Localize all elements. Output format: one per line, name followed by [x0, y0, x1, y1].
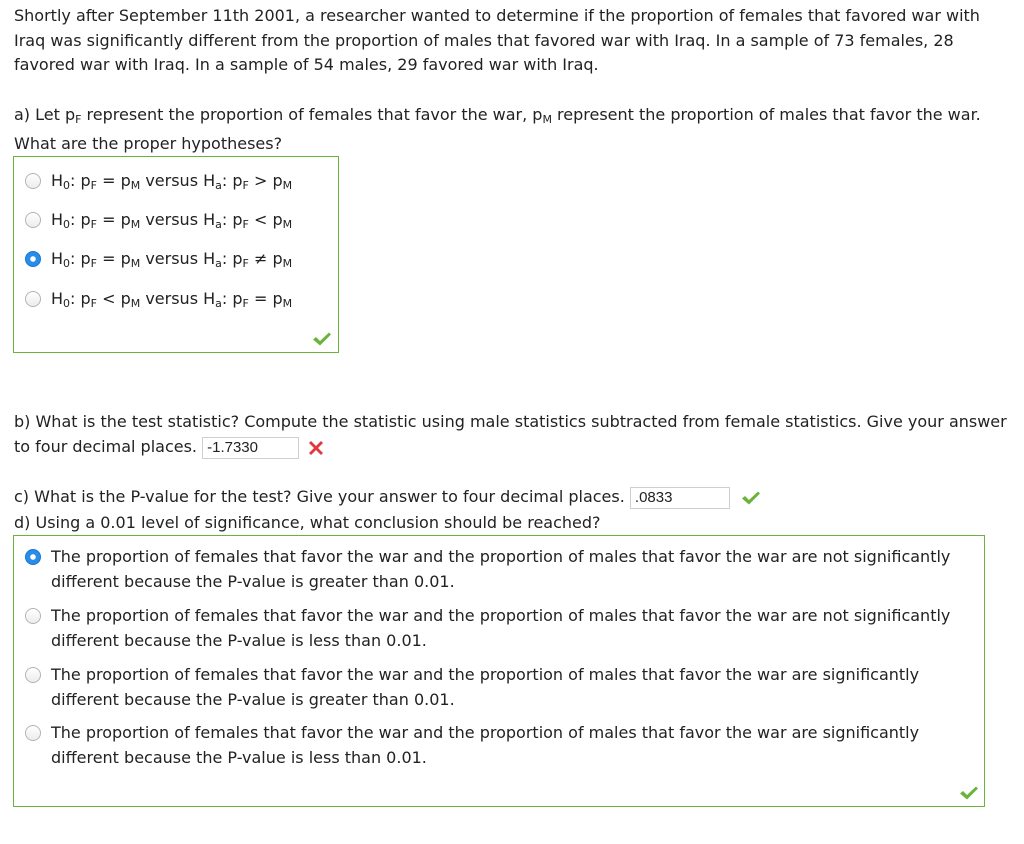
- part-d-option-1[interactable]: [25, 545, 950, 594]
- part-a-option-2[interactable]: [25, 208, 292, 233]
- part-a-option-4[interactable]: [25, 287, 292, 312]
- test-statistic-input[interactable]: -1.7330: [202, 437, 299, 459]
- check-icon: [312, 331, 332, 347]
- radio-button-selected[interactable]: [25, 251, 41, 267]
- option-label: The proportion of females that favor the war and the proportion of males that favor the war are significantly different because the P-value is less than 0.01.: [51, 723, 920, 767]
- radio-button[interactable]: [25, 667, 41, 683]
- option-label: $H_0$: $p_F = p_M$ versus $H_a$: $p_F > p_M$: [51, 171, 293, 192]
- part-d-question: d) Using a 0.01 level of significance, what conclusion should be reached?: [14, 513, 601, 532]
- radio-button[interactable]: [25, 608, 41, 624]
- check-icon: [959, 785, 979, 801]
- part-d-answer-box: [13, 535, 985, 807]
- option-label: $H_0$: $p_F = p_M$ versus $H_a$: $p_F < p_M$: [51, 210, 293, 231]
- p-value-input[interactable]: .0833: [630, 487, 730, 509]
- option-label: The proportion of females that favor the war and the proportion of males that favor the war are significantly different because the P-value is greater than 0.01.: [51, 665, 920, 709]
- part-a-option-1[interactable]: [25, 169, 292, 194]
- part-d-option-3[interactable]: [25, 663, 919, 712]
- option-label: $H_0$: $p_F < p_M$ versus $H_a$: $p_F = p_M$: [51, 289, 293, 310]
- x-icon: [308, 440, 324, 456]
- radio-button-selected[interactable]: [25, 549, 41, 565]
- part-d-option-2[interactable]: [25, 604, 950, 653]
- option-label: $H_0$: $p_F = p_M$ versus $H_a$: $p_F \ne p_M$: [51, 249, 293, 270]
- check-icon: [741, 490, 761, 506]
- option-label: The proportion of females that favor the war and the proportion of males that favor the war are not significantly different because the P-value is less than 0.01.: [51, 606, 951, 650]
- part-a-prompt: a) Let $p_F$ represent the proportion of females that favor the war, $p_M$ represent the proportion of males that favor the war.: [14, 105, 981, 126]
- part-a-option-3[interactable]: [25, 247, 292, 272]
- radio-button[interactable]: [25, 173, 41, 189]
- problem-intro: Shortly after September 11th 2001, a researcher wanted to determine if the proportion of females that favored war with Iraq was significantly different from the proportion of males that favored war with Iraq. In a sample of 73 females, 28 favored war with Iraq. In a sample of 54 males, 29 favored war with Iraq.: [14, 6, 980, 74]
- radio-button[interactable]: [25, 291, 41, 307]
- part-d-option-4[interactable]: [25, 721, 919, 770]
- part-b-prompt: b) What is the test statistic? Compute the statistic using male statistics subtracted from female statistics. Give your answer: [14, 412, 1007, 431]
- part-c-prompt: c) What is the P-value for the test? Give your answer to four decimal places. .0833: [14, 485, 1014, 510]
- option-label: The proportion of females that favor the war and the proportion of males that favor the war are not significantly different because the P-value is greater than 0.01.: [51, 547, 951, 591]
- part-b-prompt-line2: to four decimal places. -1.7330: [14, 435, 1014, 460]
- part-a-question: What are the proper hypotheses?: [14, 134, 283, 153]
- radio-button[interactable]: [25, 212, 41, 228]
- radio-button[interactable]: [25, 725, 41, 741]
- part-a-answer-box: [13, 156, 339, 353]
